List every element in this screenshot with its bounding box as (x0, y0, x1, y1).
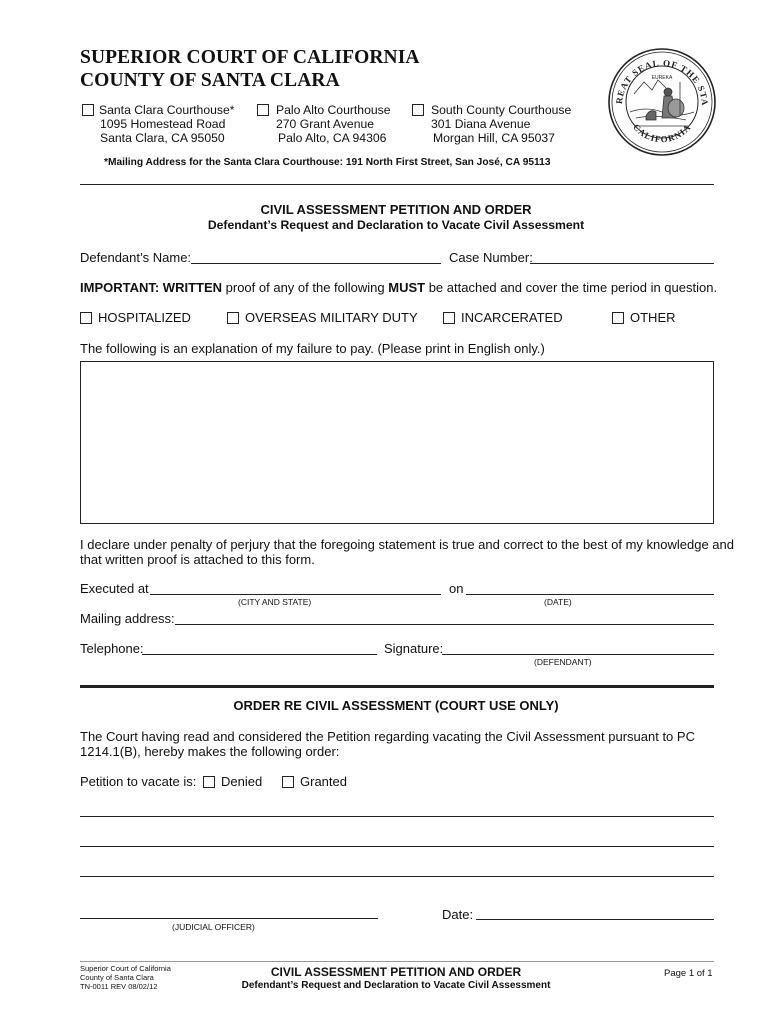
footer-court: Superior Court of California (80, 964, 171, 973)
important-text-end: be attached and cover the time period in question. (425, 280, 718, 295)
option-label: OTHER (630, 310, 676, 325)
explanation-label: The following is an explanation of my failure to pay. (Please print in English only.) (80, 341, 545, 356)
seal-text-top: REAT SEAL OF THE STA (613, 57, 711, 107)
executed-date-field[interactable] (466, 594, 714, 595)
important-notice (80, 280, 717, 295)
signature-label: Signature: (384, 641, 444, 656)
denied-checkbox[interactable] (203, 776, 215, 788)
order-divider (80, 685, 714, 688)
telephone-field[interactable] (142, 654, 377, 655)
signature-field[interactable] (442, 654, 714, 655)
order-date-field[interactable] (476, 919, 714, 920)
case-number-field[interactable] (530, 263, 714, 264)
location-name: Palo Alto Courthouse (276, 103, 391, 117)
granted-checkbox[interactable] (282, 776, 294, 788)
option-label: INCARCERATED (461, 310, 563, 325)
header-divider (80, 184, 714, 185)
on-label: on (449, 581, 464, 596)
date-caption: (DATE) (544, 597, 572, 607)
order-line-3[interactable] (80, 876, 714, 877)
location-south-county[interactable] (412, 103, 582, 147)
defendant-name-label: Defendant’s Name: (80, 250, 192, 265)
judicial-officer-field[interactable] (80, 918, 378, 919)
court-name-line1: SUPERIOR COURT OF CALIFORNIA (80, 47, 420, 68)
court-name (80, 46, 420, 92)
mailing-address-label: Mailing address: (80, 611, 175, 626)
option-label: OVERSEAS MILITARY DUTY (245, 310, 418, 325)
order-text-line1: The Court having read and considered the Petition regarding vacating the Civil Assessment pursuant to PC (80, 729, 695, 744)
order-date-label: Date: (442, 907, 474, 922)
order-line-2[interactable] (80, 846, 714, 847)
denied-option[interactable] (203, 774, 262, 789)
option-label: HOSPITALIZED (98, 310, 191, 325)
executed-at-label: Executed at (80, 581, 149, 596)
seal-motto: EUREKA (651, 75, 673, 81)
santa-clara-checkbox[interactable] (82, 104, 94, 116)
defendant-caption: (DEFENDANT) (534, 657, 592, 667)
order-text-line2: 1214.1(B), hereby makes the following order: (80, 744, 340, 759)
state-seal (606, 46, 718, 158)
footer-title: CIVIL ASSESSMENT PETITION AND ORDER (270, 965, 522, 979)
court-name-line2: COUNTY OF SANTA CLARA (80, 70, 340, 91)
must-bold: MUST (388, 280, 426, 295)
incarcerated-checkbox[interactable] (443, 312, 455, 324)
order-title: ORDER RE CIVIL ASSESSMENT (COURT USE ONLY) (233, 698, 559, 713)
location-street: 1095 Homestead Road (100, 117, 226, 131)
location-city: Morgan Hill, CA 95037 (433, 131, 555, 145)
granted-label: Granted (300, 774, 347, 789)
case-number-label: Case Number: (449, 250, 533, 265)
palo-alto-checkbox[interactable] (257, 104, 269, 116)
location-santa-clara[interactable] (82, 103, 252, 147)
other-checkbox[interactable] (612, 312, 624, 324)
footer-county: County of Santa Clara (80, 973, 154, 982)
seal-graphic (606, 46, 718, 158)
important-bold: IMPORTANT: WRITTEN (80, 280, 223, 295)
overseas-military-checkbox[interactable] (227, 312, 239, 324)
form-subtitle: Defendant’s Request and Declaration to Vacate Civil Assessment (207, 218, 585, 232)
location-street: 301 Diana Avenue (431, 117, 531, 131)
location-city: Santa Clara, CA 95050 (100, 131, 225, 145)
footer-divider (80, 961, 714, 962)
option-incarcerated[interactable] (443, 310, 563, 325)
telephone-label: Telephone: (80, 641, 144, 656)
form-title: CIVIL ASSESSMENT PETITION AND ORDER (260, 202, 532, 217)
south-county-checkbox[interactable] (412, 104, 424, 116)
svg-text:CALIFORNIA (631, 122, 693, 144)
option-hospitalized[interactable] (80, 310, 191, 325)
denied-label: Denied (221, 774, 263, 789)
defendant-name-field[interactable] (191, 263, 441, 264)
mailing-note: *Mailing Address for the Santa Clara Courthouse: 191 North First Street, San José, CA 95113 (104, 157, 551, 168)
location-name: South County Courthouse (431, 103, 572, 117)
city-state-caption: (CITY AND STATE) (238, 597, 312, 607)
granted-option[interactable] (282, 774, 347, 789)
petition-label: Petition to vacate is: (80, 774, 197, 789)
executed-at-field[interactable] (150, 594, 441, 595)
declaration-line1: I declare under penalty of perjury that the foregoing statement is true and correct to the best of my knowledge and (80, 537, 734, 552)
page-number: Page 1 of 1 (664, 968, 713, 979)
location-city: Palo Alto, CA 94306 (278, 131, 387, 145)
seal-text-bottom: CALIFORNIA (631, 121, 693, 145)
footer-form-number: TN-0011 REV 08/02/12 (80, 982, 158, 991)
location-palo-alto[interactable] (257, 103, 417, 147)
explanation-textarea[interactable] (80, 361, 714, 524)
declaration-line2: that written proof is attached to this form. (80, 552, 315, 567)
footer-subtitle: Defendant’s Request and Declaration to Vacate Civil Assessment (241, 980, 551, 991)
important-text: proof of any of the following (222, 280, 389, 295)
location-street: 270 Grant Avenue (276, 117, 375, 131)
option-other[interactable] (612, 310, 676, 325)
option-overseas-military[interactable] (227, 310, 418, 325)
mailing-address-field[interactable] (175, 624, 714, 625)
order-line-1[interactable] (80, 816, 714, 817)
judicial-officer-caption: (JUDICIAL OFFICER) (172, 922, 255, 932)
hospitalized-checkbox[interactable] (80, 312, 92, 324)
location-name: Santa Clara Courthouse* (99, 103, 235, 117)
